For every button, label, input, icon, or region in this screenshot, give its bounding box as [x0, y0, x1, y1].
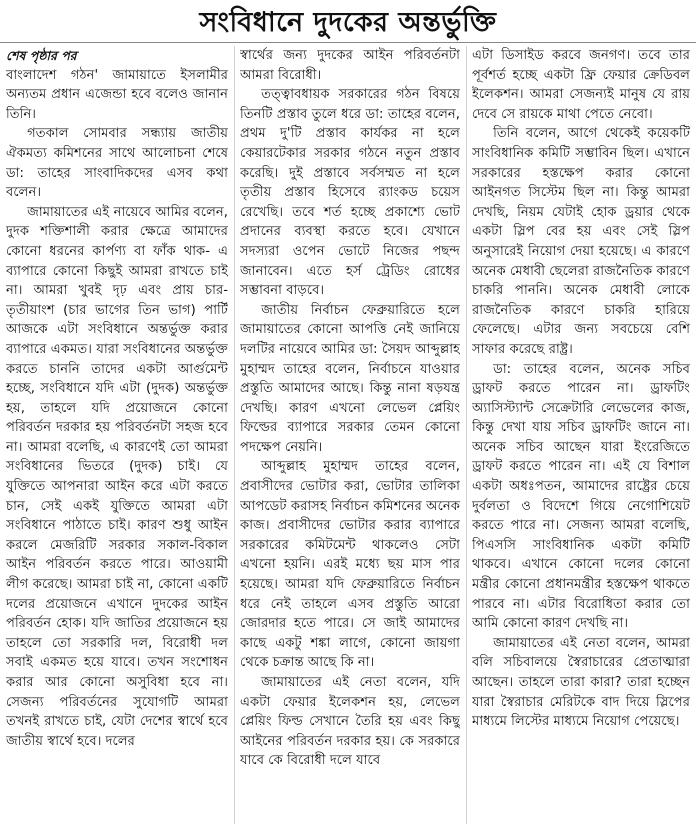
paragraph: আব্দুল্লাহ মুহাম্মদ তাহের বলেন, প্রবাসীদের ভোটার করা, ভোটার তালিকা আপডেট করাসহ নির্বাচন কমিশনের অনেক কাজ। প্রবাসীদের ভোটার করার ব্যাপারে সরকারের কমিটমেন্ট থাকলেও সেটা এখনো হয়নি। এরই মধ্যে ছয় মাস পার হয়েছে। আমরা যদি ফেব্রুয়ারিতে নির্বাচন ধরে নেই তাহলে এসব প্রস্তুতি আরো জোরদার হতে পারে। সে জাই আমাদের কাছে একটু শঙ্কা লাগে, কোনো জায়গা থেকে চক্রান্ত আছে কি না। — [240, 459, 460, 671]
paragraph: তত্ত্বাবধায়ক সরকারের গঠন বিষয়ে তিনটি প্রস্তাব তুলে ধরে ডা: তাহের বলেন, প্রথম দু'টি প্রস্তাব কার্যকর না হলে কেয়ারটেকার সরকার গঠনে নতুন প্রস্তাব করেছি। দুই প্রস্তাবে সর্বসম্মত না হলে তৃতীয় প্রস্তাব হিসেবে র‍্যাংকড চয়েস রেখেছি। তবে শর্ত হচ্ছে প্রকাশ্যে ভোট প্রদানের ব্যবস্থা করতে হবে। যেখানে সদস্যরা ওপেন ভোটে নিজের পছন্দ জানাবেন। এতে হর্স ট্রেডিং রোধের সম্ভাবনা বাড়বে। — [240, 87, 460, 299]
article-column-1 — [6, 46, 228, 824]
paragraph: জামায়াতের এই নেতা বলেন, আমরা বলি সচিবালয়ে স্বৈরাচারের প্রেতাত্মারা আছেন। তাহলে তারা কারা? তারা হচ্ছেন যারা স্বৈরাচার মেরিটকে বাদ দিয়ে স্লিপের মাধ্যমে লিস্টের মাধ্যমে নিয়োগ পেয়েছে। — [472, 635, 690, 730]
paragraph: জামায়াতের এই নায়েবে আমির বলেন, দুদক শক্তিশালী করার ক্ষেত্রে আমাদের কোনো ধরনের কার্পণ্য বা ফাঁক থাক- এ ব্যাপারে কোনো কিছুই আমরা রাখতে চাই না। আমরা খুবই দৃঢ় এবং প্রায় চার- তৃতীয়াংশ (চার ভাগের তিন ভাগ) পার্টি আজকে এটা সংবিধানে অন্তর্ভুক্ত করার ব্যাপারে একমত। যারা সংবিধানের অন্তর্ভুক্ত করতে চাননি তাদের একটা আর্গুমেন্ট হচ্ছে, সংবিধানে যদি এটা (দুদক) অন্তর্ভুক্ত হয়, তাহলে যদি প্রয়োজনে কোনো পরিবর্তন দরকার হয় পরিবর্তনটা সহজ হবে না। আমরা বলেছি, এ কারণেই তো আমরা সংবিধানের ভিতরে (দুদক) চাই। যে যুক্তিতে আপনারা আইন করে এটা করতে চান, সেই একই যুক্তিতে আমরা এটা সংবিধানে পাঠাতে চাই। কারণ শুধু আইন করলে মেজরিটি সরকার সকাল-বিকাল আইন পরিবর্তন করতে পারে। আওয়ামী লীগ করেছে। আমরা চাই না, কোনো একটি দলের প্রয়োজনে এখানে দুদকের আইন পরিবর্তন হোক। যদি জাতির প্রয়োজনে হয় তাহলে তো সরকারি দল, বিরোধী দল সবাই একমত হয়ে যাবে। তখন সংশোধন করার আর কোনো অসুবিধা হবে না। সেজন্য পরিবর্তনের সুযোগটি আমরা তখনই রাখতে চাই, যেটা দেশের স্বার্থে হবে জাতীয় স্বার্থে হবে। দলের — [6, 204, 228, 749]
continued-from-label: শেষ পৃষ্ঠার পর — [6, 48, 77, 63]
article-column-2 — [240, 46, 460, 824]
article-column-3 — [472, 46, 690, 824]
headline-divider — [0, 42, 696, 43]
paragraph: বাংলাদেশ গঠন' জামায়াতে ইসলামীর অন্যতম প্রধান এজেন্ডা হবে বলেও জানান তিনি। — [6, 67, 228, 122]
paragraph: জামায়াতের এই নেতা বলেন, যদি একটা ফেয়ার ইলেকশন হয়, লেভেল প্লেয়িং ফিল্ড সেখানে তৈরি হয় এবং কিছু আইনের পরিবর্তন দরকার হয়। কে সরকারে যাবে কে বিরোধী দলে যাবে — [240, 675, 460, 769]
headline: সংবিধানে দুদকের অন্তর্ভুক্তি — [199, 7, 497, 38]
paragraph: জাতীয় নির্বাচন ফেব্রুয়ারিতে হলে জামায়াতের কোনো আপত্তি নেই জানিয়ে দলটির নায়েবে আমির ডা: সৈয়দ আব্দুল্লাহ মুহাম্মদ তাহের বলেন, নির্বাচনে যাওয়ার প্রস্তুতি আমাদের আছে। কিন্তু নানা ষড়যন্ত্র দেখছি। কারণ এখনো লেভেল প্লেয়িং ফিল্ডের ব্যাপারে সরকার তেমন কোনো পদক্ষেপ নেয়নি। — [240, 302, 460, 455]
paragraph: এটা ডিসাইড করবে জনগণ। তবে তার পূর্বশর্ত হচ্ছে একটা ফ্রি ফেয়ার ক্রেডিবল ইলেকশন। আমরা সেজন্যই মানুষ যে রায় দেবে সে রায়কে মাথা পেতে নেবো। — [472, 48, 690, 122]
paragraph: গতকাল সোমবার সন্ধ্যায় জাতীয় ঐকমত্য কমিশনের সাথে আলোচনা শেষে ডা: তাহের সাংবাদিকদের এসব কথা বলেন। — [6, 126, 228, 201]
paragraph: তিনি বলেন, আগে থেকেই কয়েকটি সাংবিধানিক কমিটি সম্ভাবিন ছিল। এখানে সরকারের হস্তক্ষেপ করার কোনো আইনগত সিস্টেম ছিল না। কিন্তু আমরা দেখছি, নিয়ম যেটাই হোক ড্রয়ার থেকে একটা স্লিপ বের হয় এবং সেই স্লিপ অনুসারেই নিয়োগ দেয়া হয়েছে। এ কারণে অনেক মেধাবী ছেলেরা রাজনৈতিক কারণে চাকরি পাননি। অনেক মেধাবী লোকে রাজনৈতিক কারণে চাকরি হারিয়ে ফেলেছে। এটার জন্য সবচেয়ে বেশি সাফার করেছে রাষ্ট্র। — [472, 126, 690, 357]
paragraph: ডা: তাহের বলেন, অনেক সচিব ড্রাফট করতে পারেন না। ড্রাফটিং অ্যাসিস্ট্যান্ট সেক্রেটারি লেভেলের কাজ, কিন্তু দেখা যায় সচিব ড্রাফটিং জানে না। অনেক সচিব আছেন যারা ইংরেজিতে ড্রাফট করতে পারেন না। এই যে বিশাল একটা অধঃপতন, আমাদের রাষ্ট্রের চেয়ে দুর্বলতা ও বিদেশে গিয়ে নেগোশিয়েট করতে পারে না। সেজন্য আমরা বলেছি, পিএসসি সাংবিধানিক একটা কমিটি থাকবে। এখানে কোনো দলের কোনো মন্ত্রীর কোনো প্রধানমন্ত্রীর হস্তক্ষেপ থাকতে পারবে না। এটার বিরোধিতা করার তো আমি কোনো কারণ দেখছি না। — [472, 361, 690, 632]
paragraph: স্বার্থের জন্য দুদকের আইন পরিবর্তনটা আমরা বিরোধী। — [240, 48, 460, 83]
article-body — [0, 46, 696, 824]
